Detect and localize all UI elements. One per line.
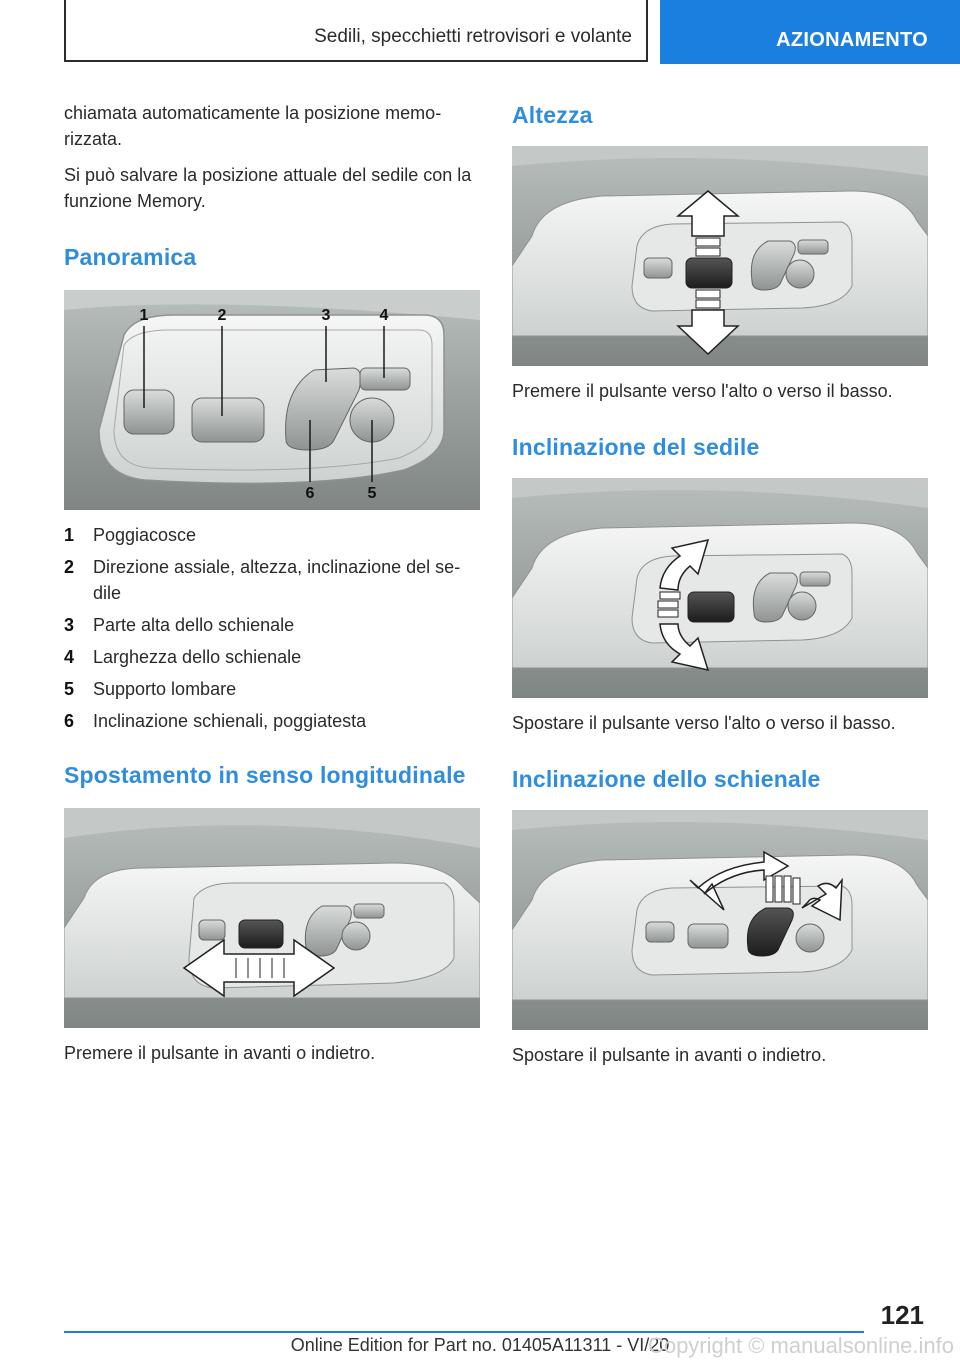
legend-item <box>64 708 480 734</box>
callout-label-3: 3 <box>321 307 331 324</box>
callout-label-2: 2 <box>217 307 227 324</box>
callout-label-5: 5 <box>367 485 377 502</box>
height-heading: Altezza <box>512 102 593 128</box>
backrest-caption: Spostare il pulsante in avanti o indietro. <box>512 1045 827 1065</box>
callout-label-4: 4 <box>379 307 389 324</box>
legend-num: 5 <box>64 679 75 699</box>
backrest-heading: Inclinazione dello schienale <box>512 766 821 792</box>
legend-num: 2 <box>64 557 75 577</box>
legend-text: Direzione assiale, altezza, inclinazione del sedile <box>93 557 461 603</box>
legend-item <box>64 554 480 606</box>
left-column <box>64 100 480 1066</box>
right-column <box>512 100 928 1068</box>
watermark: Copyright © manualsonline.info <box>647 1333 954 1358</box>
legend-num: 3 <box>64 615 75 635</box>
tilt-heading: Inclinazione del sedile <box>512 434 760 460</box>
legend-text: Supporto lombare <box>93 679 237 699</box>
legend-num: 1 <box>64 525 75 545</box>
legend-num: 6 <box>64 711 75 731</box>
header-section-title: Sedili, specchietti retrovisori e volante <box>64 0 648 62</box>
callout-label-1: 1 <box>139 307 149 324</box>
longitudinal-figure <box>64 808 480 1028</box>
overview-button-1 <box>124 390 174 434</box>
legend-num: 4 <box>64 647 75 667</box>
overview-figure <box>64 290 480 510</box>
legend-item <box>64 676 480 702</box>
backrest-figure <box>512 810 928 1030</box>
height-caption: Premere il pulsante verso l'alto o verso il basso. <box>512 381 893 401</box>
overview-heading: Panoramica <box>64 244 197 270</box>
overview-button-2 <box>192 398 264 442</box>
legend-text: Inclinazione schienali, poggiatesta <box>93 711 367 731</box>
tilt-caption: Spostare il pulsante verso l'alto o verso il basso. <box>512 713 896 733</box>
footer-edition: Online Edition for Part no. 01405A11311 - VI/20 <box>290 1335 670 1355</box>
overview-button-4 <box>360 368 410 390</box>
legend-text: Parte alta dello schienale <box>93 615 295 635</box>
tilt-figure <box>512 478 928 698</box>
longitudinal-heading: Spostamento in senso longitudinale <box>64 762 466 788</box>
legend-item <box>64 522 480 548</box>
legend-item <box>64 612 480 638</box>
legend-item <box>64 644 480 670</box>
overview-legend <box>64 522 480 734</box>
callout-label-6: 6 <box>305 485 315 502</box>
intro-paragraph-2: Si può salvare la posizione attuale del sedile con la funzione Memory. <box>64 165 472 211</box>
legend-text: Poggiacosce <box>93 525 197 545</box>
intro-paragraph-1: chiamata automaticamente la posizione memorizzata. <box>64 103 442 149</box>
header-chapter-tab[interactable]: AZIONAMENTO <box>660 0 960 64</box>
page-number: 121 <box>880 1300 924 1330</box>
height-figure <box>512 146 928 366</box>
legend-text: Larghezza dello schienale <box>93 647 302 667</box>
longitudinal-caption: Premere il pulsante in avanti o indietro. <box>64 1043 376 1063</box>
